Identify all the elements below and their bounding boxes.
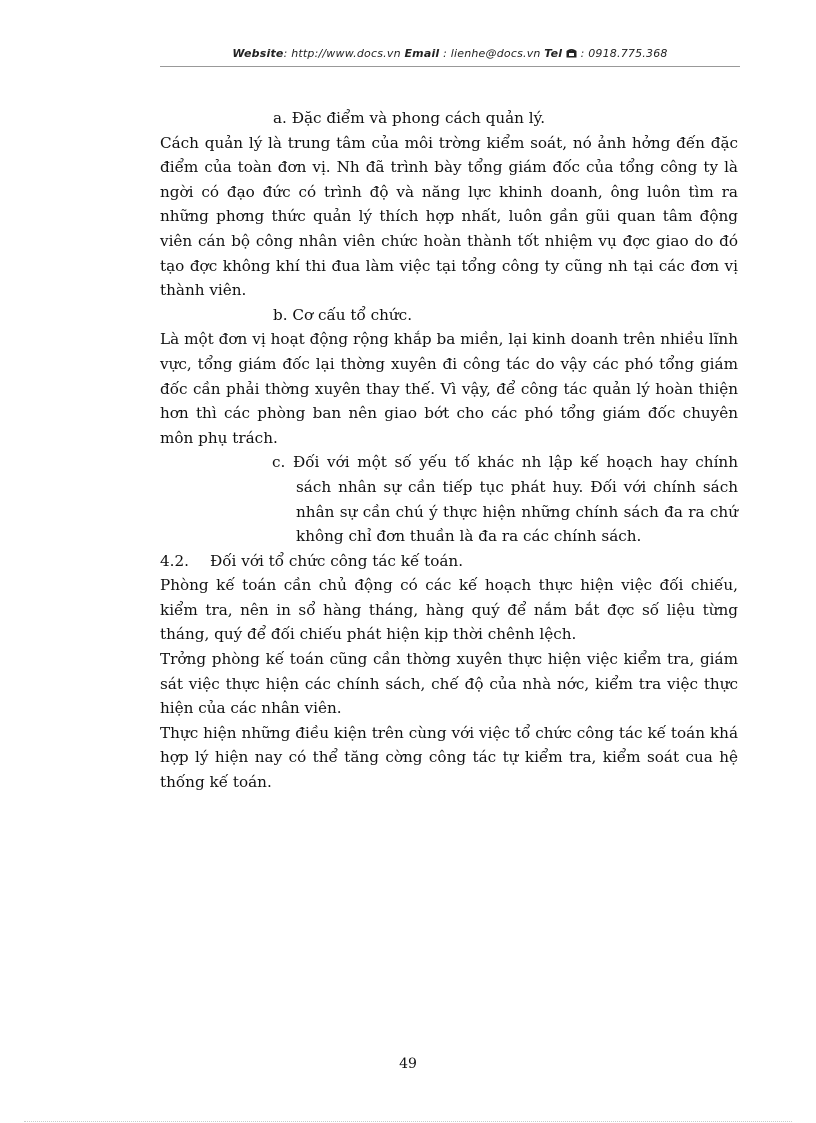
paragraph-b: Là một đơn vị hoạt động rộng khắp ba miền, lại kinh doanh trên nhiều lĩnh vực, tổng giám đốc lại thờng xuyên đi công tác do vậy các phó tổng giám đốc cần phải thờng xuyên thay thế. Vì vậy, để công tác quản lý hoàn thiện hơn thì các phòng ban nên giao bớt cho các phó tổng giám đốc chuyên môn phụ trách. xyxy=(160,330,738,447)
email-label: Email xyxy=(404,47,440,60)
paragraph-4-2-2: Trởng phòng kế toán cũng cần thờng xuyên thực hiện việc kiểm tra, giám sát việc thực hiện các chính sách, chế độ của nhà nớc, kiểm tra việc thực hiện của các nhân viên. xyxy=(160,650,738,718)
tel-value: : 0918.775.368 xyxy=(580,47,668,60)
tel-label: Tel xyxy=(544,47,563,60)
heading-4-2 xyxy=(160,549,738,574)
heading-c: c. Đối với một số yếu tố khác nh lập kế hoạch hay chính sách nhân sự cần tiếp tục phát huy. Đối với chính sách nhân sự cần chú ý thực hiện những chính sách đa ra chứ không chỉ đơn thuần là đa ra các chính sách. xyxy=(272,453,738,546)
paragraph-a: Cách quản lý là trung tâm của môi trờng kiểm soát, nó ảnh hởng đến đặc điểm của toàn đơn vị. Nh đã trình bày tổng giám đốc của tổng công ty là ngời có đạo đức có trình độ và năng lực khinh doanh, ông luôn tìm ra những phơng thức quản lý thích hợp nhất, luôn gần gũi quan tâm động viên cán bộ công nhân viên chức hoàn thành tốt nhiệm vụ đợc giao do đó tạo đợc không khí thi đua làm việc tại tổng công ty cũng nh tại các đơn vị thành viên. xyxy=(160,133,738,300)
heading-a: a. Đặc điểm và phong cách quản lý. xyxy=(273,109,546,127)
page-number: 49 xyxy=(399,1056,417,1072)
heading-b: b. Cơ cấu tổ chức. xyxy=(273,305,413,324)
footer-divider xyxy=(24,1121,792,1122)
email-value: : lienhe@docs.vn xyxy=(443,47,541,60)
header-divider xyxy=(160,66,740,67)
phone-icon xyxy=(566,47,581,60)
document-body xyxy=(160,106,738,795)
website-value: : http://www.docs.vn xyxy=(283,47,401,60)
heading-4-2-number: 4.2. xyxy=(160,551,189,570)
paragraph-4-2-3: Thực hiện những điều kiện trên cùng với việc tổ chức công tác kế toán khá hợp lý hiện nay có thể tăng cờng công tác tự kiểm tra, kiểm soát cua hệ thống kế toán. xyxy=(160,723,738,792)
website-label: Website xyxy=(232,47,284,60)
page-header xyxy=(160,47,740,60)
heading-4-2-text: Đối với tổ chức công tác kế toán. xyxy=(210,551,464,570)
paragraph-4-2-1: Phòng kế toán cần chủ động có các kế hoạch thực hiện việc đối chiếu, kiểm tra, nên in sổ hàng tháng, hàng quý để nắm bắt đợc số liệu từng tháng, quý để đối chiếu phát hiện kịp thời chênh lệch. xyxy=(160,576,738,644)
